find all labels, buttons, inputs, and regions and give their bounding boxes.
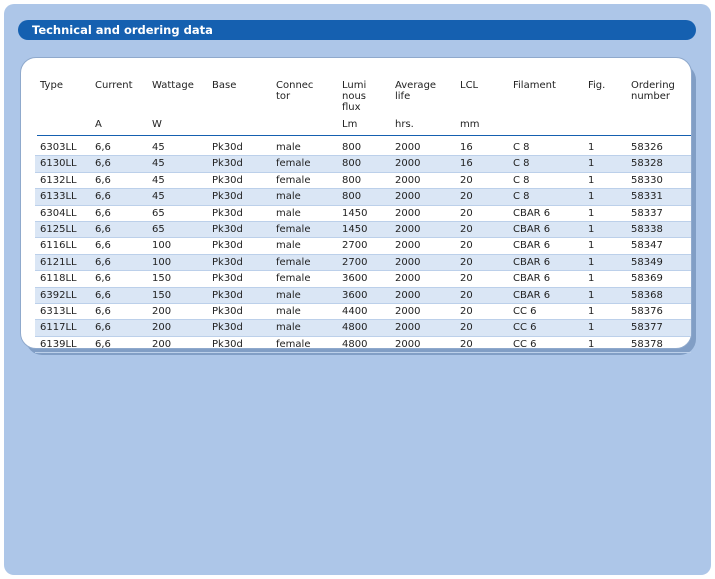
header-connector: Connec tor	[276, 80, 314, 102]
table-body	[35, 140, 691, 353]
cell-filament: C 8	[513, 174, 530, 186]
cell-type: 6303LL	[40, 142, 77, 153]
cell-luminous-flux: 4800	[342, 322, 368, 334]
cell-lcl: 16	[460, 158, 473, 170]
table-row	[35, 271, 691, 287]
cell-base: Pk30d	[212, 338, 243, 350]
header-luminous-flux: Lumi nous flux	[342, 80, 367, 113]
cell-wattage: 100	[152, 240, 172, 252]
cell-base: Pk30d	[212, 289, 243, 301]
header-lcl: LCL	[460, 80, 479, 91]
table-row	[35, 337, 691, 353]
cell-base: Pk30d	[212, 256, 243, 268]
cell-ordering-number: 58376	[631, 305, 663, 317]
cell-base: Pk30d	[212, 158, 243, 170]
cell-luminous-flux: 3600	[342, 289, 368, 301]
cell-ordering-number: 58378	[631, 338, 663, 350]
cell-ordering-number: 58330	[631, 174, 663, 186]
cell-ordering-number: 58328	[631, 158, 663, 170]
cell-luminous-flux: 4800	[342, 338, 368, 350]
cell-wattage: 45	[152, 174, 165, 186]
cell-current: 6,6	[95, 305, 111, 317]
cell-wattage: 45	[152, 158, 165, 170]
cell-ordering-number: 58338	[631, 223, 663, 235]
table-row	[35, 255, 691, 271]
cell-filament: C 8	[513, 191, 530, 203]
cell-luminous-flux: 2700	[342, 240, 368, 252]
data-table-card	[20, 57, 692, 349]
cell-connector: male	[276, 142, 301, 153]
cell-connector: female	[276, 256, 311, 268]
header-filament: Filament	[513, 80, 556, 91]
cell-connector: female	[276, 223, 311, 235]
cell-luminous-flux: 800	[342, 142, 362, 153]
cell-filament: C 8	[513, 158, 530, 170]
cell-base: Pk30d	[212, 223, 243, 235]
cell-current: 6,6	[95, 338, 111, 350]
cell-fig: 1	[588, 223, 595, 235]
cell-wattage: 200	[152, 305, 172, 317]
cell-average-life: 2000	[395, 289, 421, 301]
cell-average-life: 2000	[395, 256, 421, 268]
cell-connector: male	[276, 322, 301, 334]
table-row	[35, 238, 691, 254]
cell-connector: male	[276, 207, 301, 219]
cell-lcl: 20	[460, 273, 473, 285]
cell-luminous-flux: 3600	[342, 273, 368, 285]
cell-type: 6116LL	[40, 240, 77, 252]
cell-connector: male	[276, 191, 301, 203]
cell-filament: CBAR 6	[513, 223, 551, 235]
cell-average-life: 2000	[395, 142, 421, 153]
cell-base: Pk30d	[212, 191, 243, 203]
cell-luminous-flux: 1450	[342, 223, 368, 235]
cell-wattage: 65	[152, 223, 165, 235]
cell-lcl: 20	[460, 289, 473, 301]
cell-filament: CC 6	[513, 338, 537, 350]
cell-fig: 1	[588, 273, 595, 285]
cell-average-life: 2000	[395, 305, 421, 317]
cell-wattage: 45	[152, 142, 165, 153]
cell-lcl: 20	[460, 256, 473, 268]
cell-ordering-number: 58326	[631, 142, 663, 153]
cell-base: Pk30d	[212, 305, 243, 317]
cell-fig: 1	[588, 338, 595, 350]
cell-wattage: 45	[152, 191, 165, 203]
cell-luminous-flux: 800	[342, 174, 362, 186]
cell-fig: 1	[588, 240, 595, 252]
cell-lcl: 20	[460, 305, 473, 317]
cell-type: 6132LL	[40, 174, 77, 186]
cell-base: Pk30d	[212, 207, 243, 219]
cell-lcl: 20	[460, 223, 473, 235]
cell-base: Pk30d	[212, 174, 243, 186]
cell-lcl: 20	[460, 207, 473, 219]
cell-wattage: 200	[152, 338, 172, 350]
cell-current: 6,6	[95, 142, 111, 153]
cell-type: 6117LL	[40, 322, 77, 334]
cell-average-life: 2000	[395, 174, 421, 186]
table-row	[35, 173, 691, 189]
cell-filament: CBAR 6	[513, 256, 551, 268]
cell-wattage: 200	[152, 322, 172, 334]
cell-wattage: 100	[152, 256, 172, 268]
cell-base: Pk30d	[212, 142, 243, 153]
cell-fig: 1	[588, 305, 595, 317]
table-row	[35, 189, 691, 205]
cell-current: 6,6	[95, 223, 111, 235]
cell-luminous-flux: 4400	[342, 305, 368, 317]
cell-wattage: 150	[152, 273, 172, 285]
cell-current: 6,6	[95, 174, 111, 186]
cell-average-life: 2000	[395, 273, 421, 285]
cell-filament: CBAR 6	[513, 289, 551, 301]
cell-luminous-flux: 1450	[342, 207, 368, 219]
cell-type: 6133LL	[40, 191, 77, 203]
cell-ordering-number: 58349	[631, 256, 663, 268]
cell-ordering-number: 58368	[631, 289, 663, 301]
cell-average-life: 2000	[395, 240, 421, 252]
cell-average-life: 2000	[395, 158, 421, 170]
cell-connector: male	[276, 305, 301, 317]
cell-average-life: 2000	[395, 207, 421, 219]
cell-current: 6,6	[95, 158, 111, 170]
cell-lcl: 20	[460, 174, 473, 186]
unit-luminous-flux: Lm	[342, 119, 358, 130]
cell-fig: 1	[588, 191, 595, 203]
header-fig: Fig.	[588, 80, 606, 91]
cell-type: 6125LL	[40, 223, 77, 235]
cell-ordering-number: 58369	[631, 273, 663, 285]
cell-current: 6,6	[95, 322, 111, 334]
header-current: Current	[95, 80, 133, 91]
cell-connector: female	[276, 338, 311, 350]
cell-connector: male	[276, 289, 301, 301]
unit-lcl: mm	[460, 119, 480, 130]
header-wattage: Wattage	[152, 80, 194, 91]
cell-average-life: 2000	[395, 223, 421, 235]
cell-current: 6,6	[95, 273, 111, 285]
cell-current: 6,6	[95, 207, 111, 219]
cell-connector: female	[276, 174, 311, 186]
cell-ordering-number: 58331	[631, 191, 663, 203]
cell-average-life: 2000	[395, 191, 421, 203]
table-row	[35, 222, 691, 238]
cell-filament: CC 6	[513, 305, 537, 317]
header-type: Type	[40, 80, 63, 91]
cell-lcl: 16	[460, 142, 473, 153]
cell-fig: 1	[588, 174, 595, 186]
cell-luminous-flux: 800	[342, 191, 362, 203]
section-title: Technical and ordering data	[18, 20, 696, 40]
cell-base: Pk30d	[212, 322, 243, 334]
cell-type: 6130LL	[40, 158, 77, 170]
cell-connector: female	[276, 158, 311, 170]
cell-fig: 1	[588, 207, 595, 219]
cell-ordering-number: 58377	[631, 322, 663, 334]
cell-filament: C 8	[513, 142, 530, 153]
cell-base: Pk30d	[212, 273, 243, 285]
table-row	[35, 156, 691, 172]
cell-ordering-number: 58347	[631, 240, 663, 252]
cell-type: 6118LL	[40, 273, 77, 285]
cell-current: 6,6	[95, 289, 111, 301]
cell-type: 6304LL	[40, 207, 77, 219]
header-divider	[37, 135, 691, 136]
cell-ordering-number: 58337	[631, 207, 663, 219]
cell-filament: CC 6	[513, 322, 537, 334]
cell-fig: 1	[588, 322, 595, 334]
cell-current: 6,6	[95, 240, 111, 252]
cell-type: 6392LL	[40, 289, 77, 301]
cell-fig: 1	[588, 289, 595, 301]
cell-fig: 1	[588, 256, 595, 268]
cell-fig: 1	[588, 158, 595, 170]
cell-wattage: 150	[152, 289, 172, 301]
header-average-life: Average life	[395, 80, 437, 102]
cell-current: 6,6	[95, 256, 111, 268]
cell-filament: CBAR 6	[513, 240, 551, 252]
cell-connector: male	[276, 240, 301, 252]
table-row	[35, 206, 691, 222]
cell-lcl: 20	[460, 322, 473, 334]
header-base: Base	[212, 80, 237, 91]
cell-connector: female	[276, 273, 311, 285]
cell-lcl: 20	[460, 191, 473, 203]
cell-luminous-flux: 800	[342, 158, 362, 170]
cell-filament: CBAR 6	[513, 207, 551, 219]
cell-type: 6313LL	[40, 305, 77, 317]
unit-wattage: W	[152, 119, 162, 130]
table-row	[35, 320, 691, 336]
table-row	[35, 288, 691, 304]
table-row	[35, 140, 691, 156]
cell-lcl: 20	[460, 240, 473, 252]
cell-current: 6,6	[95, 191, 111, 203]
cell-type: 6121LL	[40, 256, 77, 268]
cell-base: Pk30d	[212, 240, 243, 252]
table-row	[35, 304, 691, 320]
header-ordering-number: Ordering number	[631, 80, 675, 102]
cell-filament: CBAR 6	[513, 273, 551, 285]
cell-average-life: 2000	[395, 322, 421, 334]
cell-lcl: 20	[460, 338, 473, 350]
cell-average-life: 2000	[395, 338, 421, 350]
cell-type: 6139LL	[40, 338, 77, 350]
cell-fig: 1	[588, 142, 595, 153]
unit-current: A	[95, 119, 102, 130]
unit-average-life: hrs.	[395, 119, 414, 130]
cell-wattage: 65	[152, 207, 165, 219]
cell-luminous-flux: 2700	[342, 256, 368, 268]
